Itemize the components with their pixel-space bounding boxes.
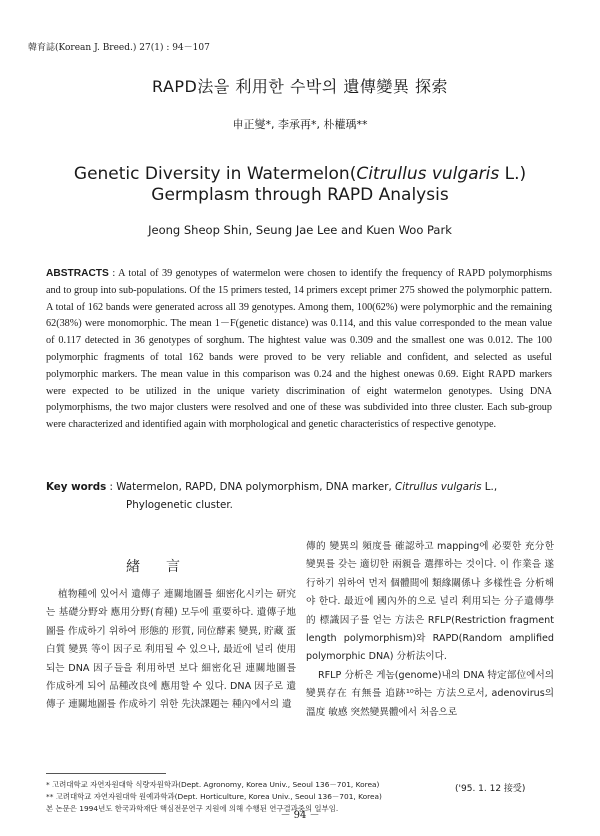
page-number: － 94 － [280, 810, 320, 821]
keywords-species: Citrullus vulgaris [395, 481, 482, 493]
english-title-species: Citrullus vulgaris [356, 164, 500, 184]
footnote-1: * 고려대학교 자연자원대학 식량자원학과(Dept. Agronomy, Korea Univ., Seoul 136－701, Korea) [46, 780, 380, 789]
abstract-label: ABSTRACTS [46, 268, 109, 279]
keywords-text-end: L., [481, 481, 498, 493]
right-column-paragraph-1: 傳的 變異의 頻度를 確認하고 mapping에 必要한 充分한 變異를 갖는 適切한 兩親을 選擇하는 것이다. 이 作業을 遂行하기 위하여 먼저 個體間에 類緣關係나 多樣性을 分析해야 한다. 最近에 國內外的으로 널리 利用되는 分子遺傳學的 標識因子를 얻는 方法은 RFLP(Restriction fragment length polymorphism)와 RAPD(Random amplified polymorphic DNA) 分析法이다. [306, 541, 554, 663]
english-title-line2: Germplasm through RAPD Analysis [151, 185, 449, 205]
keywords [46, 478, 552, 514]
right-column-paragraph-2: RFLP 分析은 게놈(genome)내의 DNA 特定部位에서의 變異存在 有無를 追跡¹⁰하는 方法으로서, adenovirus의 溫度 敏感 突然變異體에서 처음으로 [306, 669, 554, 718]
left-column-paragraph: 植物種에 있어서 遺傳子 連關地圖를 細密化시키는 研究는 基礎分野와 應用分野(育種) 모두에 重要하다. 遺傳子地圖를 作成하기 위하여 形態的 形質, 同位酵素 變異, 貯藏 蛋白質 變異 等이 因子로 利用될 수 있으나, 最近에 널리 使用되는 DNA 因子들을 利用하면 보다 細密化된 連關地圖를 作成하게 되어 品種改良에 應用할 수 있다. DNA 因子로 遺傳子 連關地圖를 作成하기 위한 先決課題는 種內에서의 遺 [46, 589, 296, 711]
abstract-text: : A total of 39 genotypes of watermelon were chosen to identify the frequency of RAPD polymorphisms and to group into sub-populations. Of the 15 primers tested, 14 primers except primer 275 showed the polymorphic pattern. A total of 162 bands were generated across all 39 genotypes. Among them, 100(62%) were polymorphic and the remaining 62(38%) were monomorphic. The mean 1－F(genetic distance) was 0.114, and this value corresponded to the mean value of 0.117 detected in 36 genotypes of sorghum. The hightest value was 0.309 and the smallest one was 0.012. The 100 polymorphic fragments of total 162 bands were proved to be very reliable and confident, and selected as useful polymorphic markers. The mean value in this comparison was 0.24 and the highest onewas 0.69. Eight RAPD markers were expected to be utilized in the unique variety discrimination of eight watermelon genotypes. Using DNA polymorphisms, the two major clusters were resolved and one of these was subdivided into three cluster. Each sub-group were characterized and identified again with morphological and genetic characteristics of respective genotype. [46, 268, 552, 431]
left-column [46, 586, 296, 715]
keywords-line2: Phylogenetic cluster. [126, 499, 233, 511]
journal-header: 韓育誌(Korean J. Breed.) 27(1) : 94－107 [28, 43, 210, 53]
keywords-text: : Watermelon, RAPD, DNA polymorphism, DNA marker, [106, 481, 395, 493]
korean-title: RAPD法을 利用한 수박의 遺傳變異 探索 [151, 77, 448, 96]
received-date: ('95. 1. 12 接受) [455, 784, 526, 794]
english-title-part2: L.) [499, 164, 527, 184]
footnote-2: ** 고려대학교 자연자원대학 원예과학과(Dept. Horticulture, Korea Univ., Seoul 136－701, Korea) [46, 792, 382, 801]
right-column [306, 538, 554, 722]
abstract [46, 266, 552, 434]
keywords-label: Key words [46, 481, 107, 493]
english-title [0, 164, 600, 206]
section-title-introduction: 緖言 [126, 559, 206, 575]
korean-authors: 申正燮*, 李承再*, 朴權瑀** [232, 118, 368, 131]
footnote-divider [46, 773, 166, 774]
english-authors: Jeong Sheop Shin, Seung Jae Lee and Kuen Woo Park [148, 223, 452, 237]
footnote-3: 본 논문은 1994년도 한국과학재단 핵심전문연구 지원에 의해 수행된 연구결과중의 일부임. [46, 804, 339, 813]
english-title-part1: Genetic Diversity in Watermelon( [73, 164, 357, 184]
